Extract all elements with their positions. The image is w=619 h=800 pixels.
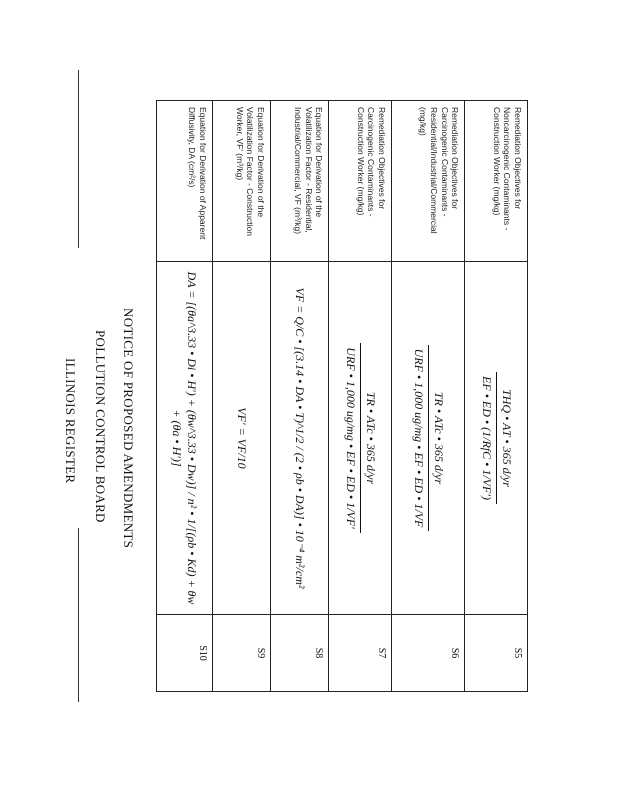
formula-denominator: URF • 1,000 ug/mg • EF • ED • 1/VF [411,348,426,528]
table-row [465,101,528,692]
remediation-equations-table [156,100,528,661]
register-rule-top [78,70,79,248]
section-number: S7 [329,615,392,692]
table-row [270,101,328,692]
row-formula: VF′ = VF/10 [212,262,270,615]
formula-denominator: URF • 1,000 ug/mg • EF • ED • 1/VF′ [343,347,358,529]
formula-numerator: THQ • AT • 365 d/yr [496,372,514,504]
row-formula: DA = [(θa^3.33 • Di • H′) + (θw^3.33 • Dw)] / n² • 1/[(ρb • Kd) + θw + (θa • H′)] [157,262,213,615]
section-number: S8 [270,615,328,692]
row-label: Equation for Derivation of the Volatilization Factor - Residential, Industrial/Commercial, VF (m³/kg) [270,101,328,262]
notice-title: NOTICE OF PROPOSED AMENDMENTS [121,308,136,549]
section-number: S9 [212,615,270,692]
row-formula [465,262,528,615]
table-row [329,101,392,692]
row-formula: VF = Q/C • [(3.14 • DA • T)^1/2 / (2 • ρb • DA)] • 10⁻⁴ m²/cm² [270,262,328,615]
formula-denominator: EF • ED • (1/RfC • 1/VF′) [479,376,494,500]
row-label: Remediation Objectives for Noncarcinogenic Contaminants - Construction Worker (mg/kg) [465,101,528,262]
row-formula [329,262,392,615]
register-title: ILLINOIS REGISTER [63,358,78,484]
board-title: POLLUTION CONTROL BOARD [93,330,108,523]
formula-numerator: TR • ATc • 365 d/yr [428,345,446,532]
table-row [212,101,270,692]
row-label: Remediation Objectives for Carcinogenic Contaminants - Construction Worker (mg/kg) [329,101,392,262]
table-row [391,101,464,692]
row-formula [391,262,464,615]
row-label: Remediation Objectives for Carcinogenic Contaminants - Residential/Industrial/Commercial (mg/kg) [391,101,464,262]
row-label: Equation for Derivation of the Volatilization Factor - Construction Worker, VF′ (m³/kg) [212,101,270,262]
section-number: S6 [391,615,464,692]
section-number: S5 [465,615,528,692]
register-rule-bottom [78,528,79,702]
section-number: S10 [157,615,213,692]
row-label: Equation for Derivation of Apparent Diffusivity, DA (cm²/s) [157,101,213,262]
formula-numerator: TR • ATc • 365 d/yr [360,343,378,532]
table-row [157,101,213,692]
